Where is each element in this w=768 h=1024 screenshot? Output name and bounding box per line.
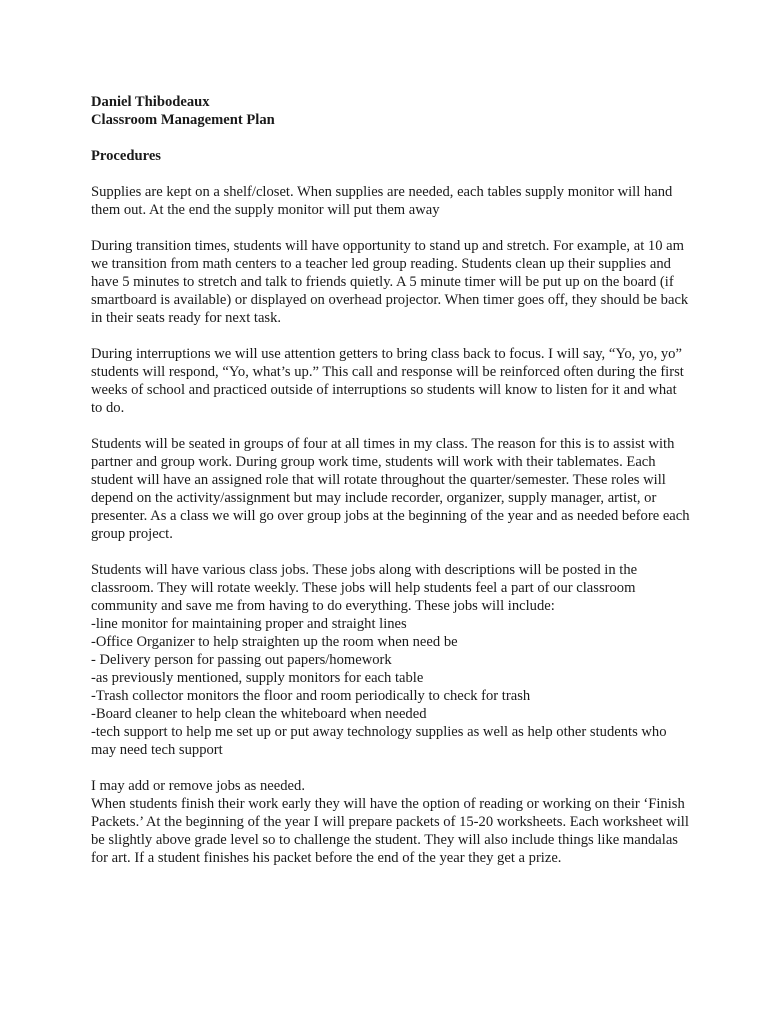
paragraph-transitions: During transition times, students will have opportunity to stand up and stretch. For example, at 10 am we transition from math centers to a teacher led group reading. Students clean up their supplies and have 5 minutes to stretch and talk to friends quietly. A 5 minute timer will be put up on the board (if smartboard is available) or displayed on overhead projector. When timer goes off, they should be back in their seats ready for next task. <box>91 238 689 326</box>
document-title: Classroom Management Plan <box>91 112 275 128</box>
document-header <box>91 93 691 129</box>
class-jobs-block <box>91 561 691 759</box>
paragraph-supplies: Supplies are kept on a shelf/closet. When supplies are needed, each tables supply monitor will hand them out. At the end the supply monitor will put them away <box>91 184 673 218</box>
job-list-item: -tech support to help me set up or put away technology supplies as well as help other students who may need tech support <box>91 724 667 758</box>
job-list-item: -as previously mentioned, supply monitors for each table <box>91 670 424 686</box>
document-page <box>91 93 691 885</box>
job-list-item: -line monitor for maintaining proper and straight lines <box>91 616 407 632</box>
job-list-item: -Office Organizer to help straighten up the room when need be <box>91 634 458 650</box>
job-list-item: - Delivery person for passing out papers/homework <box>91 652 392 668</box>
closing-line-jobs: I may add or remove jobs as needed. <box>91 778 305 794</box>
section-heading: Procedures <box>91 148 161 164</box>
closing-paragraph-finish-packets: When students finish their work early they will have the option of reading or working on their ‘Finish Packets.’ At the beginning of the year I will prepare packets of 15-20 worksheets. Each worksheet will be slightly above grade level so to challenge the student. They will also include things like mandalas for art. If a student finishes his packet before the end of the year they get a prize. <box>91 796 689 866</box>
job-list-item: -Board cleaner to help clean the whiteboard when needed <box>91 706 427 722</box>
class-jobs-intro: Students will have various class jobs. These jobs along with descriptions will be posted in the classroom. They will rotate weekly. These jobs will help students feel a part of our classroom community and save me from having to do everything. These jobs will include: <box>91 562 638 614</box>
closing-block <box>91 777 691 867</box>
author-name: Daniel Thibodeaux <box>91 94 210 110</box>
paragraph-seating: Students will be seated in groups of four at all times in my class. The reason for this is to assist with partner and group work. During group work time, students will work with their tablemates. Each student will have an assigned role that will rotate throughout the quarter/semester. These roles will depend on the activity/assignment but may include recorder, organizer, supply manager, artist, or presenter. As a class we will go over group jobs at the beginning of the year and as needed before each group project. <box>91 436 690 542</box>
paragraph-interruptions: During interruptions we will use attention getters to bring class back to focus. I will say, “Yo, yo, yo” students will respond, “Yo, what’s up.” This call and response will be reinforced often during the first weeks of school and practiced outside of interruptions so students will know to listen for it and what to do. <box>91 346 684 416</box>
job-list-item: -Trash collector monitors the floor and room periodically to check for trash <box>91 688 531 704</box>
spacer <box>91 129 691 147</box>
